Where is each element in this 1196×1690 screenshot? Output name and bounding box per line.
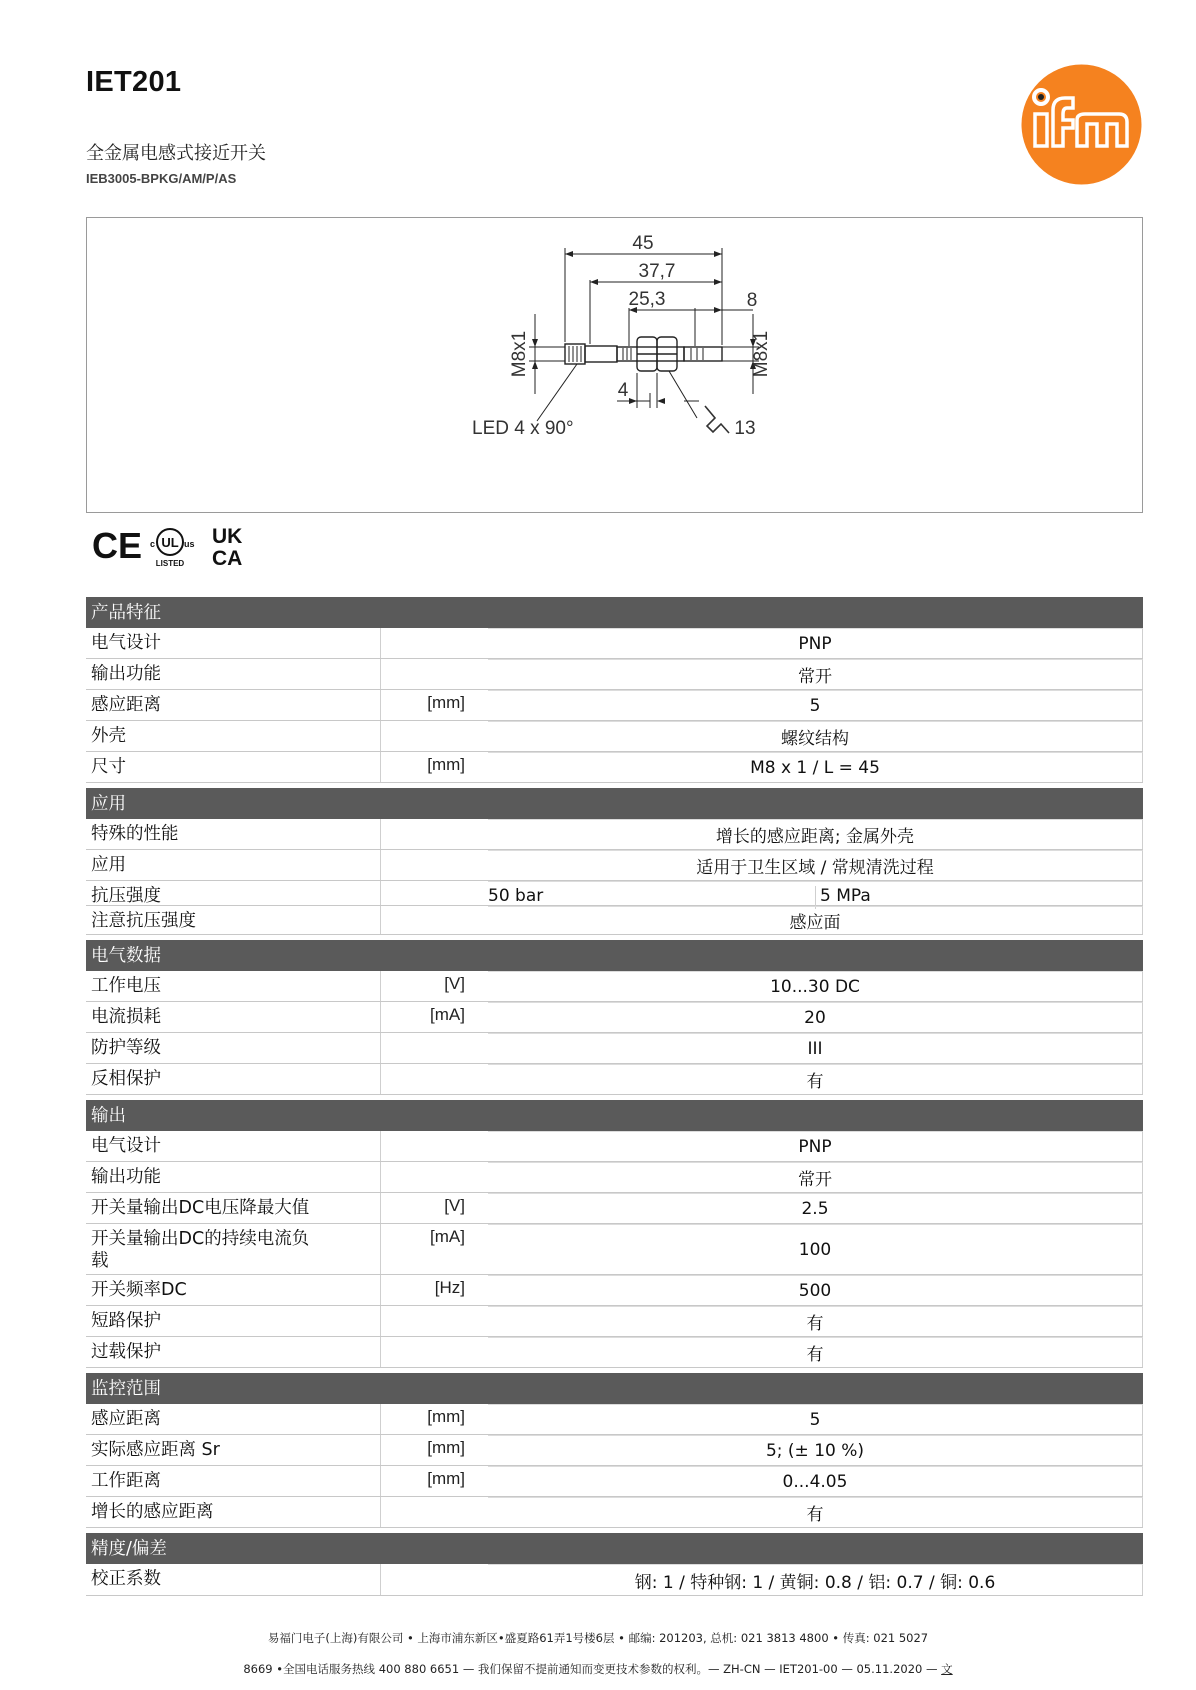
svg-text:UL: UL	[161, 535, 179, 550]
spec-row	[86, 1064, 1143, 1095]
spec-value: 10...30 DC	[488, 971, 1143, 1001]
spec-value: 钢: 1 / 特种钢: 1 / 黄铜: 0.8 / 铝: 0.7 / 铜: 0.6	[488, 1564, 1143, 1595]
spec-row	[86, 1404, 1143, 1435]
spec-label: 感应距离	[86, 690, 381, 720]
spec-label: 增长的感应距离	[86, 1497, 381, 1527]
spec-row	[86, 850, 1143, 881]
spec-unit: [V]	[444, 974, 465, 993]
spec-row	[86, 752, 1143, 783]
spec-row	[86, 1131, 1143, 1162]
spec-label: 注意抗压强度	[86, 906, 381, 934]
language-icon: 文	[941, 1662, 953, 1676]
thread-right-label: M8x1	[751, 330, 772, 378]
spec-value: 100	[488, 1224, 1143, 1274]
spec-value: 有	[488, 1337, 1143, 1367]
thread-left-label: M8x1	[509, 330, 530, 378]
spec-label: 外壳	[86, 721, 381, 751]
spec-row	[86, 1337, 1143, 1368]
spec-label: 开关量输出DC电压降最大值	[91, 1198, 310, 1218]
svg-text:LISTED: LISTED	[155, 559, 185, 568]
spec-value: 有	[488, 1497, 1143, 1527]
section-header: 应用	[86, 788, 1143, 819]
spec-row	[86, 881, 1143, 906]
spec-label: 校正系数	[86, 1564, 381, 1595]
dim-wrench-size: 13	[734, 418, 756, 439]
spec-label: 抗压强度	[86, 881, 381, 905]
ifm-logo	[1021, 64, 1142, 185]
spec-label: 工作电压	[86, 971, 381, 1001]
spec-row	[86, 1193, 1143, 1224]
spec-value: 2.5	[488, 1193, 1143, 1223]
footer-legal: 8669 •全国电话服务热线 400 880 6651 — 我们保留不提前通知而变更技术参数的权利。— ZH-CN — IET201-00 — 05.11.2020 — 文	[243, 1662, 953, 1676]
spec-row	[86, 1162, 1143, 1193]
spec-unit: [V]	[444, 1196, 465, 1215]
spec-row	[86, 1497, 1143, 1528]
led-label: LED 4 x 90°	[472, 418, 574, 439]
spec-value: 常开	[488, 659, 1143, 689]
spec-value: 0...4.05	[488, 1466, 1143, 1496]
svg-text:c: c	[150, 539, 156, 549]
ce-mark: CE	[92, 525, 143, 566]
specification-table	[86, 597, 1143, 1596]
spec-label: 感应距离	[86, 1404, 381, 1434]
spec-value: PNP	[488, 1131, 1143, 1161]
spec-label: 开关量输出DC的持续电流负载	[91, 1229, 310, 1271]
svg-text:CA: CA	[212, 547, 243, 570]
dim-nut-length: 8	[746, 290, 758, 311]
product-title: IET201	[86, 66, 182, 98]
dim-nut-width: 4	[617, 380, 629, 401]
spec-row	[86, 1306, 1143, 1337]
spec-value: PNP	[488, 628, 1143, 658]
section-header: 输出	[86, 1100, 1143, 1131]
spec-value: 增长的感应距离; 金属外壳	[488, 819, 1143, 849]
spec-row	[86, 721, 1143, 752]
spec-label: 尺寸	[86, 752, 381, 782]
spec-row	[86, 1033, 1143, 1064]
spec-label: 防护等级	[86, 1033, 381, 1063]
spec-value: M8 x 1 / L = 45	[488, 752, 1143, 782]
spec-unit: [Hz]	[434, 1278, 465, 1297]
spec-row	[86, 659, 1143, 690]
spec-value-primary: 50 bar	[488, 886, 544, 906]
product-subtitle: 全金属电感式接近开关	[86, 143, 266, 164]
spec-label: 反相保护	[86, 1064, 381, 1094]
spec-row	[86, 1275, 1143, 1306]
spec-unit: [mA]	[430, 1227, 465, 1246]
spec-value: 5	[488, 690, 1143, 720]
spec-row	[86, 906, 1143, 935]
spec-value: 5	[488, 1404, 1143, 1434]
spec-value-secondary: 5 MPa	[815, 886, 1142, 909]
spec-label: 实际感应距离 Sr	[86, 1435, 381, 1465]
spec-label: 工作距离	[86, 1466, 381, 1496]
dimension-drawing	[86, 217, 1143, 513]
spec-value: 适用于卫生区域 / 常规清洗过程	[488, 850, 1143, 880]
spec-row	[86, 1224, 1143, 1275]
spec-label: 特殊的性能	[86, 819, 381, 849]
spec-value: 感应面	[488, 906, 1143, 934]
section-header: 精度/偏差	[86, 1533, 1143, 1564]
spec-label: 应用	[86, 850, 381, 880]
spec-row	[86, 971, 1143, 1002]
spec-unit: [mm]	[427, 1407, 465, 1426]
section-header: 电气数据	[86, 940, 1143, 971]
svg-text:us: us	[184, 539, 195, 549]
spec-row	[86, 690, 1143, 721]
dim-length-total: 45	[632, 233, 654, 254]
spec-row	[86, 1002, 1143, 1033]
spec-value: III	[488, 1033, 1143, 1063]
spec-unit: [mA]	[430, 1005, 465, 1024]
spec-label: 输出功能	[86, 1162, 381, 1192]
spec-row	[86, 1435, 1143, 1466]
spec-row	[86, 1564, 1143, 1596]
spec-row	[86, 628, 1143, 659]
spec-label: 开关频率DC	[86, 1275, 381, 1305]
spec-value: 有	[488, 1064, 1143, 1094]
dim-length-partial: 25,3	[628, 289, 666, 310]
spec-value: 螺纹结构	[488, 721, 1143, 751]
spec-value: 5; (± 10 %)	[488, 1435, 1143, 1465]
spec-label: 电气设计	[86, 628, 381, 658]
spec-row	[86, 1466, 1143, 1497]
dim-length-thread: 37,7	[638, 261, 676, 282]
spec-label: 电流损耗	[86, 1002, 381, 1032]
ukca-mark: UK	[212, 525, 243, 548]
spec-label: 过载保护	[86, 1337, 381, 1367]
spec-label: 电气设计	[86, 1131, 381, 1161]
wrench-icon	[705, 406, 729, 433]
spec-value: 有	[488, 1306, 1143, 1336]
spec-row	[86, 819, 1143, 850]
spec-value: 20	[488, 1002, 1143, 1032]
spec-value	[488, 881, 1143, 905]
section-header: 产品特征	[86, 597, 1143, 628]
footer-address: 易福门电子(上海)有限公司 • 上海市浦东新区•盛夏路61弄1号楼6层 • 邮编: 201203, 总机: 021 3813 4800 • 传真: 021 5027	[267, 1631, 929, 1645]
spec-unit: [mm]	[427, 693, 465, 712]
spec-value: 500	[488, 1275, 1143, 1305]
certification-marks	[92, 522, 262, 570]
section-header: 监控范围	[86, 1373, 1143, 1404]
spec-unit: [mm]	[427, 1469, 465, 1488]
spec-value: 常开	[488, 1162, 1143, 1192]
product-code: IEB3005-BPKG/AM/P/AS	[86, 171, 237, 186]
spec-unit: [mm]	[427, 755, 465, 774]
spec-label: 短路保护	[86, 1306, 381, 1336]
spec-unit: [mm]	[427, 1438, 465, 1457]
spec-label: 输出功能	[86, 659, 381, 689]
